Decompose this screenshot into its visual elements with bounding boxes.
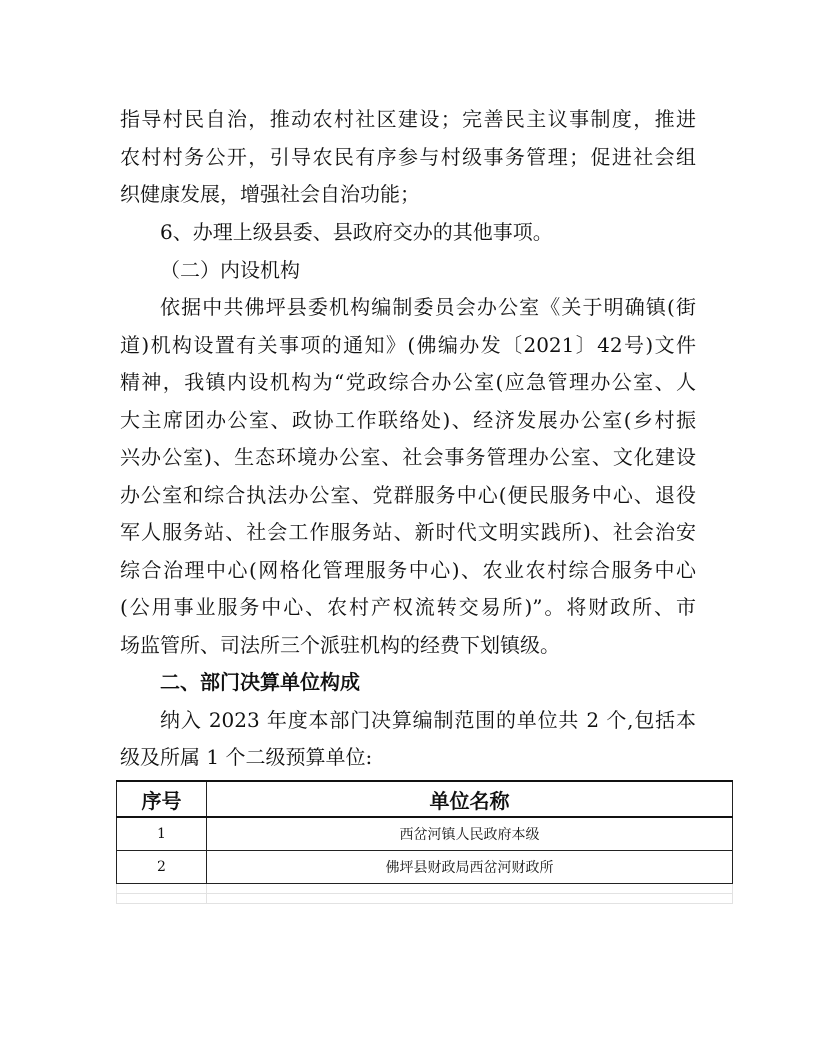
body-line: 军人服务站、社会工作服务站、新时代文明实践所)、社会治安 bbox=[120, 520, 696, 544]
table-header-row bbox=[117, 781, 733, 817]
body-line: 6、办理上级县委、县政府交办的其他事项。 bbox=[160, 220, 553, 244]
body-line: 精神，我镇内设机构为“党政综合办公室(应急管理办公室、人 bbox=[120, 370, 696, 394]
intro-line: 级及所属 1 个二级预算单位: bbox=[120, 745, 373, 769]
table-cell-index: 1 bbox=[117, 817, 207, 851]
body-line: 指导村民自治，推动农村社区建设；完善民主议事制度，推进 bbox=[120, 107, 696, 131]
body-line: 大主席团办公室、政协工作联络处)、经济发展办公室(乡村振 bbox=[120, 408, 696, 432]
body-line: 兴办公室)、生态环境办公室、社会事务管理办公室、文化建设 bbox=[120, 445, 696, 469]
body-line: 道)机构设置有关事项的通知》(佛编办发〔2021〕42号)文件 bbox=[120, 333, 696, 357]
table-cell-index: 2 bbox=[117, 851, 207, 884]
table-header-index: 序号 bbox=[117, 781, 207, 817]
table-row bbox=[117, 851, 733, 884]
table-cell-unit-name: 佛坪县财政局西岔河财政所 bbox=[207, 851, 733, 884]
table-header-unit-name: 单位名称 bbox=[207, 781, 733, 817]
table-row bbox=[117, 817, 733, 851]
body-line: 农村村务公开，引导农民有序参与村级事务管理；促进社会组 bbox=[120, 145, 696, 169]
section-heading: 二、部门决算单位构成 bbox=[160, 670, 360, 694]
subsection-heading: （二）内设机构 bbox=[160, 258, 300, 282]
table-empty-row bbox=[117, 894, 733, 904]
body-line: (公用事业服务中心、农村产权流转交易所)”。将财政所、市 bbox=[120, 595, 696, 619]
body-line: 场监管所、司法所三个派驻机构的经费下划镇级。 bbox=[120, 633, 560, 657]
intro-line: 纳入 2023 年度本部门决算编制范围的单位共 2 个,包括本 bbox=[160, 708, 696, 732]
body-line: 织健康发展，增强社会自治功能； bbox=[120, 182, 420, 206]
body-line: 办公室和综合执法办公室、党群服务中心(便民服务中心、退役 bbox=[120, 483, 696, 507]
table-cell-unit-name: 西岔河镇人民政府本级 bbox=[207, 817, 733, 851]
unit-table bbox=[116, 780, 733, 904]
body-line: 综合治理中心(网格化管理服务中心)、农业农村综合服务中心 bbox=[120, 558, 696, 582]
table-empty-row bbox=[117, 884, 733, 894]
body-line: 依据中共佛坪县委机构编制委员会办公室《关于明确镇(街 bbox=[160, 295, 696, 319]
